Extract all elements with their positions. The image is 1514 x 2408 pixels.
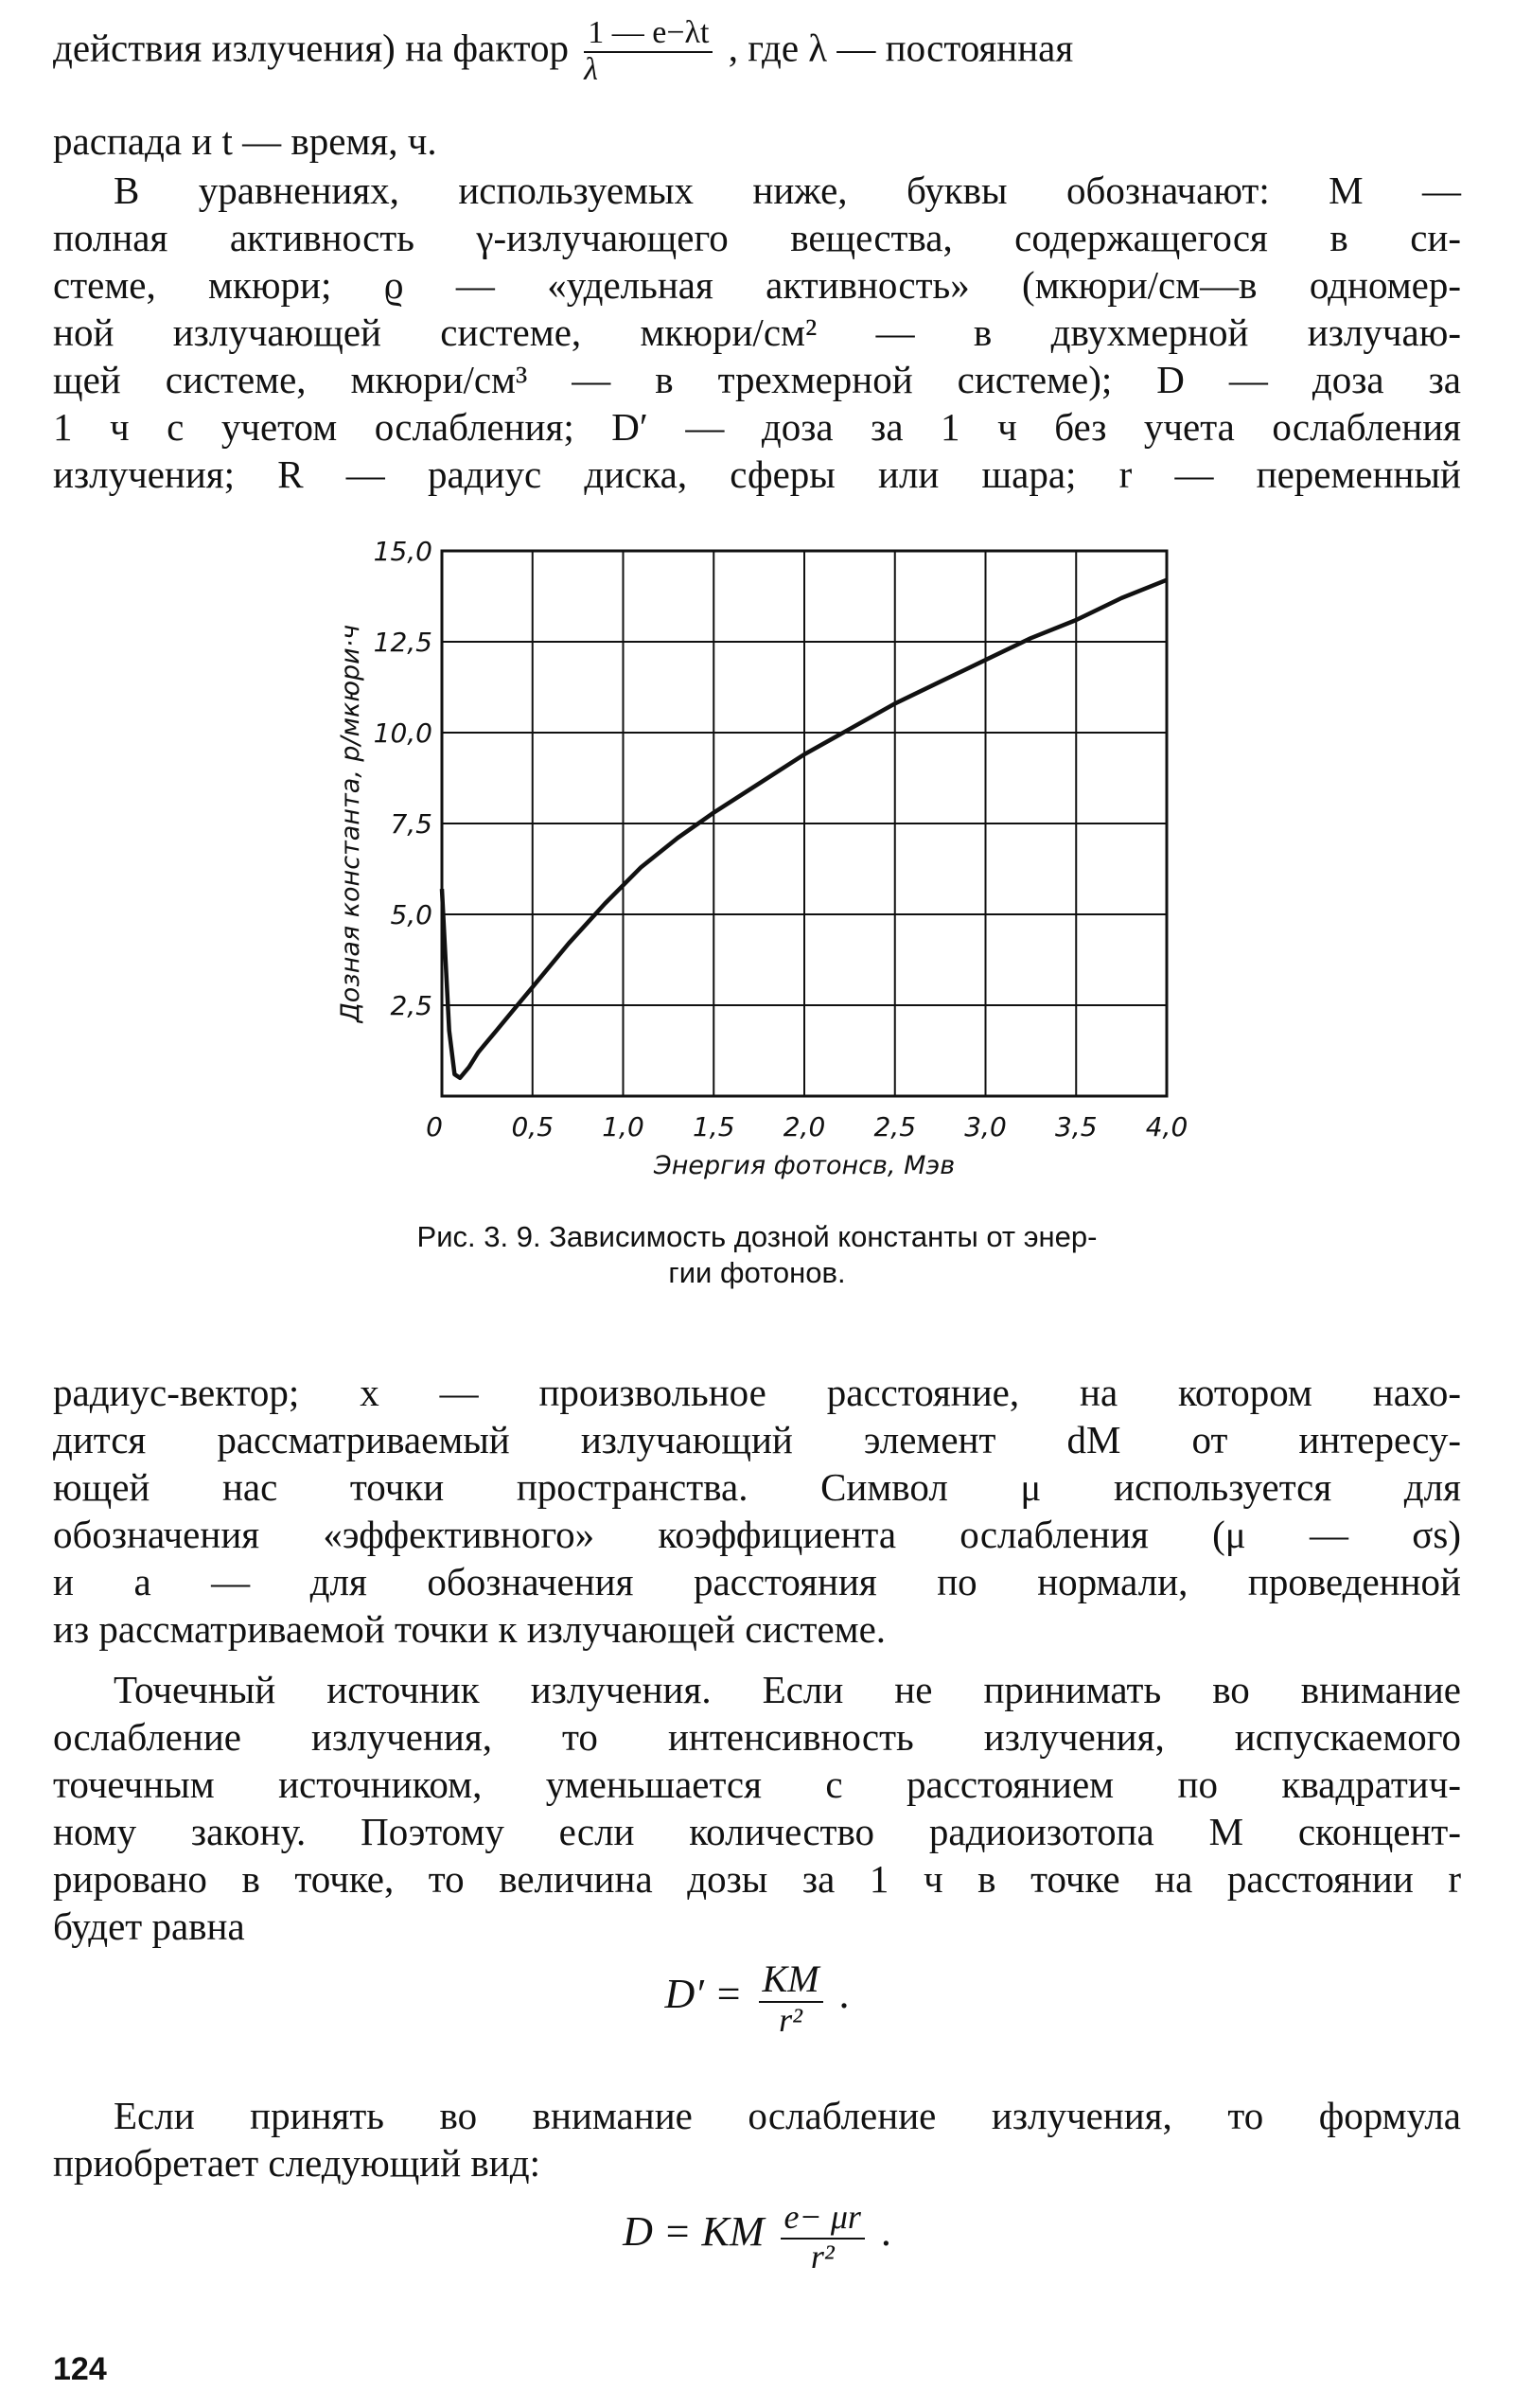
paragraph-line: стеме, мкюри; ϱ — «удельная активность» (мкюри/см—в одномер- — [53, 263, 1461, 307]
x-axis-label: Энергия фотонсв, Мэв — [653, 1151, 956, 1180]
paragraph-line: щей системе, мкюри/см³ — в трехмерной системе); D — доза за — [53, 358, 1461, 401]
formula-dose-no-attenuation — [0, 1959, 1514, 2037]
paragraph-line: Точечный источник излучения. Если не принимать во внимание — [114, 1668, 1461, 1711]
paragraph-line: излучения; R — радиус диска, сферы или шара; r — переменный — [53, 452, 1461, 496]
paragraph-line: радиус-вектор; x — произвольное расстояние, на котором нахо- — [53, 1371, 1461, 1414]
paragraph-line: ному закону. Поэтому если количество радиоизотопа M сконцент- — [53, 1810, 1461, 1853]
y-tick-label: 10,0 — [373, 717, 432, 749]
y-tick-label: 5,0 — [390, 899, 432, 930]
x-tick-label: 0 — [426, 1111, 443, 1142]
x-tick-label: 4,0 — [1145, 1111, 1188, 1142]
paragraph-line: В уравнениях, используемых ниже, буквы обозначают: M — — [114, 168, 1461, 212]
dose-constant-chart — [0, 530, 1514, 1212]
y-axis-label: Дозная константа, р/мкюри·ч — [336, 624, 365, 1023]
x-tick-label: 0,5 — [511, 1111, 555, 1142]
intro-line-2-text: распада и t — время, ч. — [53, 119, 437, 163]
formula2-denominator: r² — [810, 2238, 835, 2275]
intro-line-2 — [53, 117, 1461, 165]
y-tick-label: 7,5 — [390, 808, 432, 840]
paragraph-definitions — [53, 167, 1461, 498]
formula1-end: . — [838, 1971, 850, 2018]
formula1-numerator: KM — [759, 1959, 823, 2003]
y-tick-label: 15,0 — [373, 536, 432, 567]
x-tick-label: 1,5 — [692, 1111, 735, 1142]
formula2-fraction — [781, 2198, 865, 2274]
x-tick-labels — [426, 1111, 1188, 1142]
paragraph-line: ющей нас точки пространства. Символ μ используется для — [53, 1465, 1461, 1509]
paragraph-line: ослабление излучения, то интенсивность излучения, испускаемого — [53, 1715, 1461, 1759]
intro-text-after: , где λ — постоянная — [728, 26, 1074, 70]
intro-text-before: действия излучения) на фактор — [53, 26, 569, 70]
formula2-lhs: D = KM — [623, 2208, 765, 2256]
formula2-end: . — [880, 2208, 891, 2256]
y-tick-label: 2,5 — [390, 990, 432, 1021]
caption-line-2: гии фотонов. — [668, 1256, 846, 1289]
x-tick-label: 2,5 — [873, 1111, 917, 1142]
paragraph-line: полная активность γ-излучающего вещества, содержащегося в си- — [53, 216, 1461, 259]
formula1-lhs: D′ = — [664, 1971, 743, 2018]
formula2-numerator: e− μr — [781, 2198, 865, 2240]
paragraph-with-attenuation — [53, 2092, 1461, 2187]
page-number: 124 — [53, 2351, 107, 2387]
paragraph-line: обозначения «эффективного» коэффициента ослабления (μ — σs) — [53, 1513, 1461, 1556]
x-tick-label: 1,0 — [602, 1111, 644, 1142]
figure-caption — [0, 1219, 1514, 1291]
decay-factor-denominator: λ — [584, 52, 598, 87]
chart-grid — [442, 551, 1167, 1096]
paragraph-symbols — [53, 1369, 1461, 1653]
paragraph-line: рировано в точке, то величина дозы за 1 ч в точке на расстоянии r — [53, 1857, 1461, 1901]
paragraph-line: ной излучающей системе, мкюри/см² — в двухмерной излучаю- — [53, 310, 1461, 354]
paragraph-line: будет равна — [53, 1904, 245, 1948]
paragraph-line: Если принять во внимание ослабление излучения, то формула — [114, 2094, 1461, 2137]
formula-dose-with-attenuation — [0, 2198, 1514, 2274]
y-tick-labels — [374, 536, 432, 1021]
paragraph-line: точечным источником, уменьшается с расстоянием по квадратич- — [53, 1762, 1461, 1806]
paragraph-line: дится рассматриваемый излучающий элемент dM от интересу- — [53, 1418, 1461, 1461]
paragraph-point-source — [53, 1666, 1461, 1950]
y-tick-label: 12,5 — [373, 627, 432, 658]
formula1-denominator: r² — [779, 2001, 802, 2039]
decay-factor-fraction — [584, 17, 713, 87]
x-tick-label: 3,0 — [964, 1111, 1007, 1142]
paragraph-line: и a — для обозначения расстояния по нормали, проведенной — [53, 1560, 1461, 1603]
x-tick-label: 2,0 — [783, 1111, 826, 1142]
x-tick-label: 3,5 — [1054, 1111, 1098, 1142]
intro-line-1 — [53, 17, 1461, 87]
caption-line-1: Рис. 3. 9. Зависимость дозной константы от энер- — [416, 1220, 1098, 1253]
paragraph-line: приобретает следующий вид: — [53, 2141, 540, 2185]
decay-factor-numerator: 1 — e−λt — [584, 17, 713, 53]
formula1-fraction — [759, 1959, 823, 2037]
paragraph-line: из рассматриваемой точки к излучающей системе. — [53, 1607, 887, 1651]
paragraph-line: 1 ч с учетом ослабления; D′ — доза за 1 ч без учета ослабления — [53, 405, 1461, 449]
